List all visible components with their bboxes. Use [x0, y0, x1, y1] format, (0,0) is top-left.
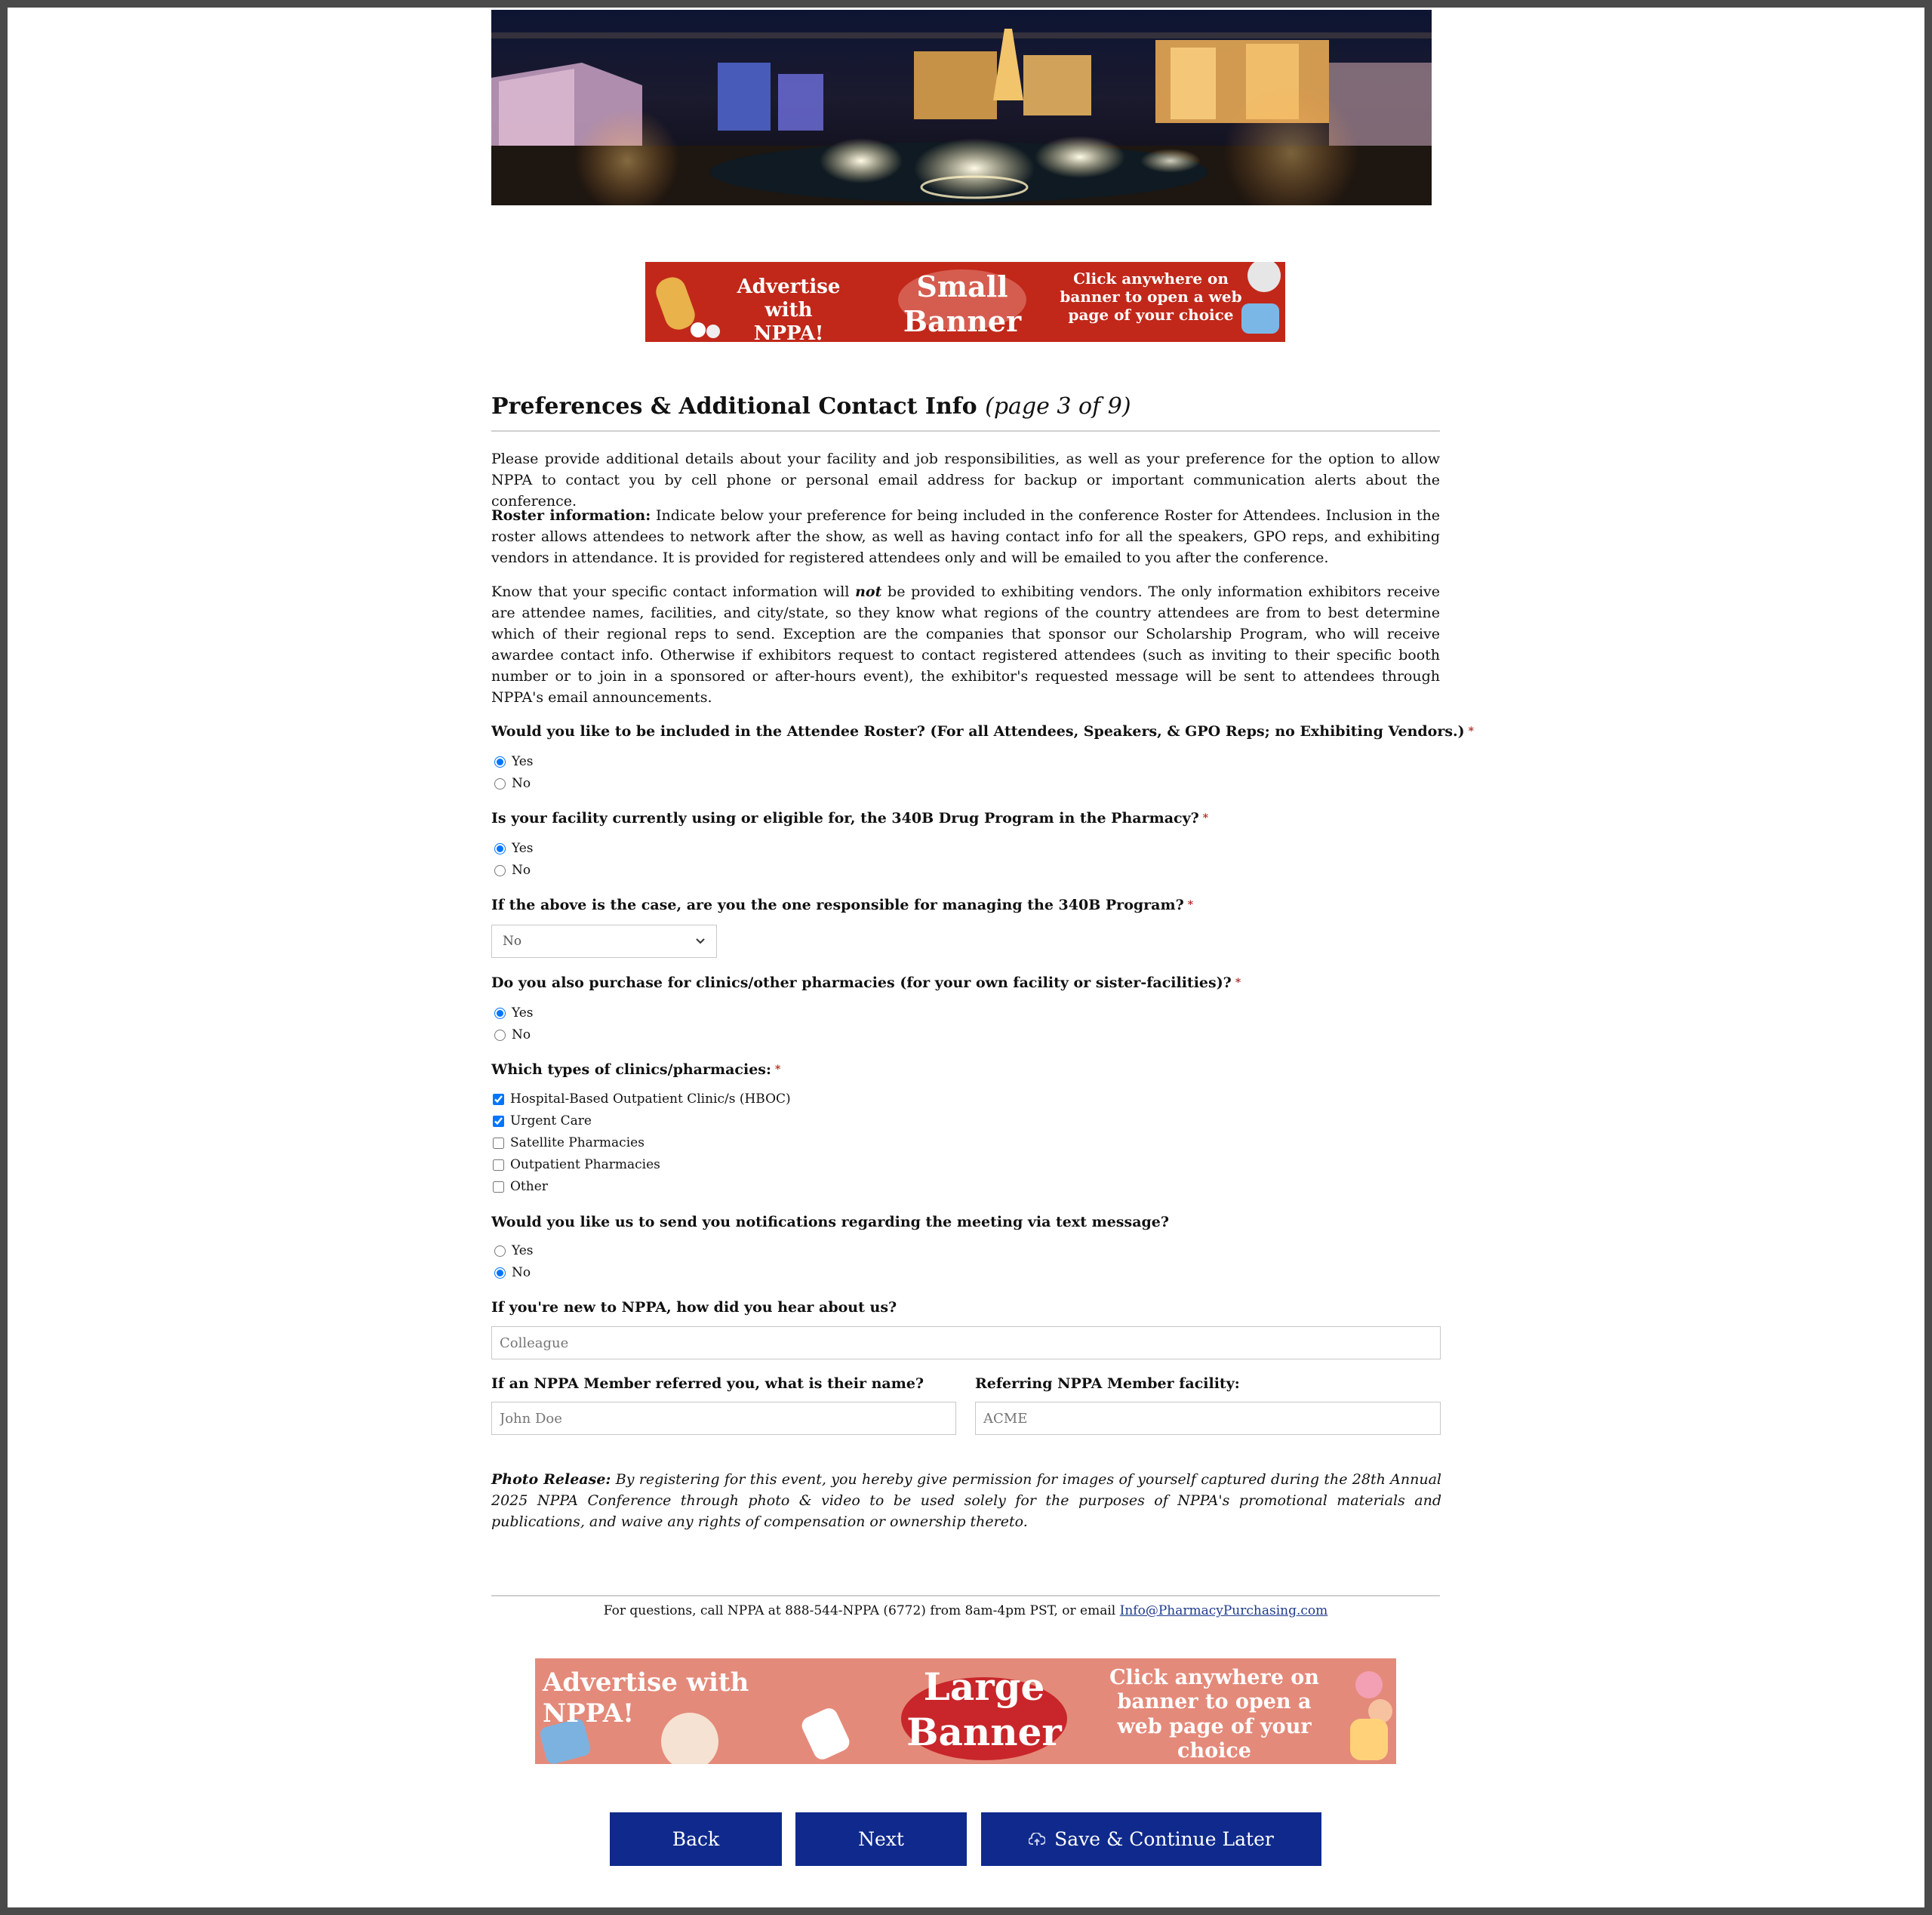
340b-manager-question-label: If the above is the case, are you the one responsible for managing the 340B Program?: [491, 897, 1184, 913]
referral-source-label: If you're new to NPPA, how did you hear about us?: [491, 1299, 897, 1316]
page-subtitle: (page 3 of 9): [985, 393, 1131, 420]
option-label: No: [512, 776, 531, 791]
referral-source-question: [491, 1299, 897, 1316]
option-label: Outpatient Pharmacies: [510, 1157, 660, 1172]
small-ad-banner[interactable]: [645, 262, 1285, 342]
roster-info: [491, 505, 1440, 568]
text-notify-no-option[interactable]: [494, 1264, 531, 1281]
option-label: No: [512, 1265, 531, 1280]
chevron-down-icon: [695, 937, 706, 945]
next-button[interactable]: [795, 1812, 967, 1866]
las-vegas-skyline-image: [491, 10, 1432, 205]
footer-contact: [491, 1603, 1440, 1618]
referrer-name-question: [491, 1375, 924, 1392]
text-notify-no-radio[interactable]: [494, 1267, 506, 1279]
clinics-question: [491, 974, 1241, 991]
340b-yes-option[interactable]: [494, 840, 534, 857]
ad-right-text: Click anywhere on banner to open a web page of your choice: [1060, 269, 1242, 324]
required-mark: *: [775, 1064, 781, 1076]
option-label: Yes: [512, 841, 534, 856]
know-pre: Know that your specific contact information will: [491, 583, 856, 600]
clinics-no-radio[interactable]: [494, 1030, 506, 1041]
clinics-no-option[interactable]: [494, 1027, 531, 1043]
other-option[interactable]: [493, 1178, 548, 1195]
text-notify-question-label: Would you like us to send you notifications regarding the meeting via text message?: [491, 1214, 1170, 1230]
ad-center-text: Large Banner: [906, 1664, 1062, 1754]
roster-question: [491, 723, 1474, 740]
clinic-types-question-label: Which types of clinics/pharmacies:: [491, 1061, 771, 1078]
know-not: not: [855, 583, 882, 600]
ad-center-text: Small Banner: [903, 269, 1022, 338]
intro-text: Please provide additional details about your facility and job responsibilities, as well as your preference for the option to allow NPPA to contact you by cell phone or personal email address for backup or important communication alerts about the conference.: [491, 451, 1440, 510]
large-ad-banner[interactable]: [535, 1658, 1396, 1764]
save-continue-button[interactable]: [981, 1812, 1321, 1866]
urgent-care-option[interactable]: [493, 1113, 592, 1129]
roster-yes-option[interactable]: [494, 753, 534, 770]
urgent-care-checkbox[interactable]: [493, 1116, 504, 1127]
option-label: Yes: [512, 754, 534, 769]
roster-text: Indicate below your preference for being included in the conference Roster for Attendees. Inclusion in the roster allows attendees to network after the show, as well as having contact info for all the speakers, GPO reps, and exhibiting vendors in attendance. It is provided for registered attendees only and will be emailed to you after the conference.: [491, 507, 1440, 566]
hboc-option[interactable]: [493, 1091, 791, 1107]
roster-no-radio[interactable]: [494, 778, 506, 790]
outpatient-pharmacies-option[interactable]: [493, 1156, 660, 1173]
ad-left-text: Advertise with NPPA!: [543, 1667, 749, 1729]
next-label: Next: [858, 1828, 904, 1850]
required-mark: *: [1202, 812, 1209, 824]
clinics-yes-option[interactable]: [494, 1005, 534, 1021]
photo-release: [491, 1469, 1441, 1532]
photo-release-text: By registering for this event, you hereby give permission for images of yourself captured during the 28th Annual 2025 NPPA Conference through photo & video to be used solely for the purposes of NPPA's promotional materials and publications, and waive any rights of compensation or ownership thereto.: [491, 1471, 1441, 1530]
referrer-facility-label: Referring NPPA Member facility:: [975, 1375, 1240, 1392]
required-mark: *: [1187, 899, 1194, 911]
option-label: No: [512, 863, 531, 878]
option-label: Hospital-Based Outpatient Clinic/s (HBOC): [510, 1091, 791, 1107]
340b-no-option[interactable]: [494, 862, 531, 879]
text-notify-yes-radio[interactable]: [494, 1245, 506, 1257]
footer-divider: [491, 1595, 1440, 1596]
ad-right-text: Click anywhere on banner to open a web page of your choice: [1109, 1666, 1319, 1763]
roster-label: Roster information:: [491, 507, 651, 524]
clinic-types-question: [491, 1061, 780, 1078]
roster-question-label: Would you like to be included in the Attendee Roster? (For all Attendees, Speakers, & GPO Reps; no Exhibiting Vendors.): [491, 723, 1465, 740]
clinics-question-label: Do you also purchase for clinics/other pharmacies (for your own facility or sister-facilities)?: [491, 974, 1232, 991]
option-label: Other: [510, 1179, 548, 1194]
page-title: [491, 393, 1440, 432]
option-label: No: [512, 1027, 531, 1042]
clinics-yes-radio[interactable]: [494, 1008, 506, 1019]
referrer-facility-question: [975, 1375, 1240, 1392]
340b-manager-select[interactable]: [491, 925, 717, 958]
back-button[interactable]: [610, 1812, 782, 1866]
outpatient-pharmacies-checkbox[interactable]: [493, 1159, 504, 1171]
contact-info-notice: [491, 581, 1440, 708]
hboc-checkbox[interactable]: [493, 1094, 504, 1105]
roster-no-option[interactable]: [494, 775, 531, 792]
referrer-name-label: If an NPPA Member referred you, what is their name?: [491, 1375, 924, 1392]
option-label: Yes: [512, 1243, 534, 1258]
satellite-pharmacies-option[interactable]: [493, 1135, 645, 1151]
option-label: Urgent Care: [510, 1113, 592, 1128]
hero-image: [491, 10, 1432, 205]
select-value: No: [503, 934, 522, 949]
340b-question: [491, 810, 1208, 827]
option-label: Yes: [512, 1005, 534, 1021]
referrer-facility-input[interactable]: [975, 1402, 1441, 1435]
ad-left-text: Advertise with NPPA!: [737, 276, 841, 342]
photo-release-label: Photo Release:: [491, 1471, 611, 1488]
satellite-pharmacies-checkbox[interactable]: [493, 1138, 504, 1149]
text-notify-question: [491, 1214, 1169, 1230]
text-notify-yes-option[interactable]: [494, 1242, 534, 1259]
required-mark: *: [1235, 977, 1241, 989]
footer-text: For questions, call NPPA at 888-544-NPPA (6772) from 8am-4pm PST, or email: [603, 1603, 1120, 1618]
340b-yes-radio[interactable]: [494, 843, 506, 854]
340b-question-label: Is your facility currently using or eligible for, the 340B Drug Program in the Pharmacy?: [491, 810, 1199, 827]
roster-yes-radio[interactable]: [494, 756, 506, 768]
know-post: be provided to exhibiting vendors. The only information exhibitors receive are attendee names, facilities, and city/state, so they know what regions of the country attendees are from to best determine which of their regional reps to send. Exception are the companies that sponsor our Scholarship Program, who will receive awardee contact info. Otherwise if exhibitors request to contact registered attendees (such as inviting to their specific booth number or to join in a sponsored or after-hours event), the exhibitor's requested message will be sent to attendees through NPPA's email announcements.: [491, 583, 1440, 706]
required-mark: *: [1468, 725, 1474, 737]
option-label: Satellite Pharmacies: [510, 1135, 645, 1150]
save-label: Save & Continue Later: [1054, 1828, 1274, 1850]
email-link[interactable]: Info@PharmacyPurchasing.com: [1119, 1603, 1328, 1618]
back-label: Back: [672, 1828, 720, 1850]
340b-manager-question: [491, 897, 1193, 913]
340b-no-radio[interactable]: [494, 865, 506, 876]
referral-source-input[interactable]: [491, 1326, 1441, 1359]
page-title-text: Preferences & Additional Contact Info: [491, 393, 977, 420]
referrer-name-input[interactable]: [491, 1402, 956, 1435]
cloud-upload-icon: [1029, 1833, 1045, 1846]
other-checkbox[interactable]: [493, 1181, 504, 1193]
